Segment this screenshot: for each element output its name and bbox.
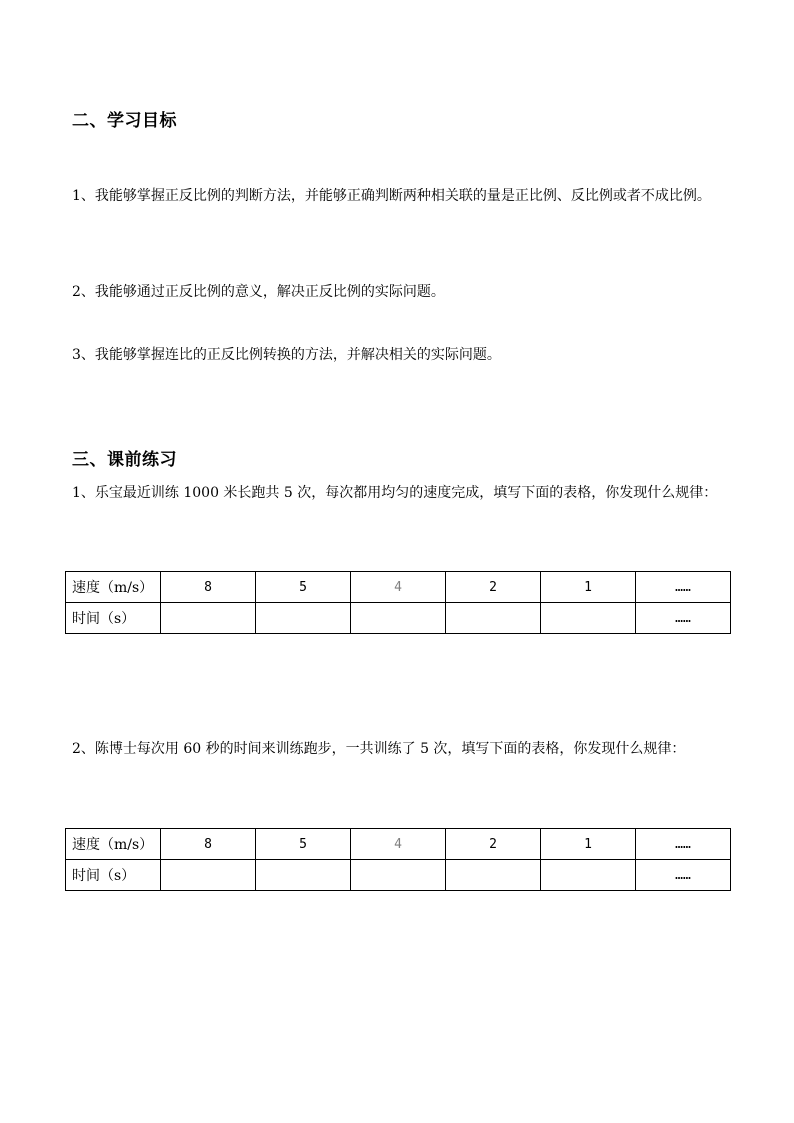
goal-item-1: 1、我能够掌握正反比例的判断方法，并能够正确判断两种相关联的量是正比例、反比例或者不成比例。 (72, 188, 711, 204)
table-cell: …… (636, 603, 731, 634)
answer-cell[interactable] (161, 603, 256, 634)
section-heading-exercise: 三、课前练习 (72, 450, 177, 470)
exercise-table-1 (65, 571, 731, 634)
row-label-speed: 速度（m/s） (66, 572, 161, 603)
table-row (66, 829, 731, 860)
table-cell: 4 (351, 572, 446, 603)
section-heading-goals: 二、学习目标 (72, 111, 177, 131)
answer-cell[interactable] (256, 603, 351, 634)
table-cell: 5 (256, 572, 351, 603)
answer-cell[interactable] (161, 860, 256, 891)
table-row (66, 603, 731, 634)
answer-cell[interactable] (351, 603, 446, 634)
table-row (66, 572, 731, 603)
table-cell: 4 (351, 829, 446, 860)
answer-cell[interactable] (351, 860, 446, 891)
table-cell: …… (636, 860, 731, 891)
table-cell: 2 (446, 829, 541, 860)
row-label-time: 时间（s） (66, 603, 161, 634)
goal-item-2: 2、我能够通过正反比例的意义，解决正反比例的实际问题。 (72, 284, 445, 300)
answer-cell[interactable] (541, 860, 636, 891)
exercise-question-2: 2、陈博士每次用 60 秒的时间来训练跑步，一共训练了 5 次，填写下面的表格，你发现什么规律： (72, 741, 686, 757)
goal-item-3: 3、我能够掌握连比的正反比例转换的方法，并解决相关的实际问题。 (72, 347, 501, 363)
table-cell: 5 (256, 829, 351, 860)
table-cell: 8 (161, 572, 256, 603)
row-label-speed: 速度（m/s） (66, 829, 161, 860)
exercise-question-1: 1、乐宝最近训练 1000 米长跑共 5 次，每次都用均匀的速度完成，填写下面的表格，你发现什么规律： (72, 485, 718, 501)
answer-cell[interactable] (446, 860, 541, 891)
answer-cell[interactable] (256, 860, 351, 891)
table-cell: 1 (541, 572, 636, 603)
table-cell: 1 (541, 829, 636, 860)
row-label-time: 时间（s） (66, 860, 161, 891)
table-cell: …… (636, 829, 731, 860)
table-cell: 8 (161, 829, 256, 860)
answer-cell[interactable] (446, 603, 541, 634)
exercise-table-2 (65, 828, 731, 891)
answer-cell[interactable] (541, 603, 636, 634)
table-cell: …… (636, 572, 731, 603)
table-cell: 2 (446, 572, 541, 603)
table-row (66, 860, 731, 891)
